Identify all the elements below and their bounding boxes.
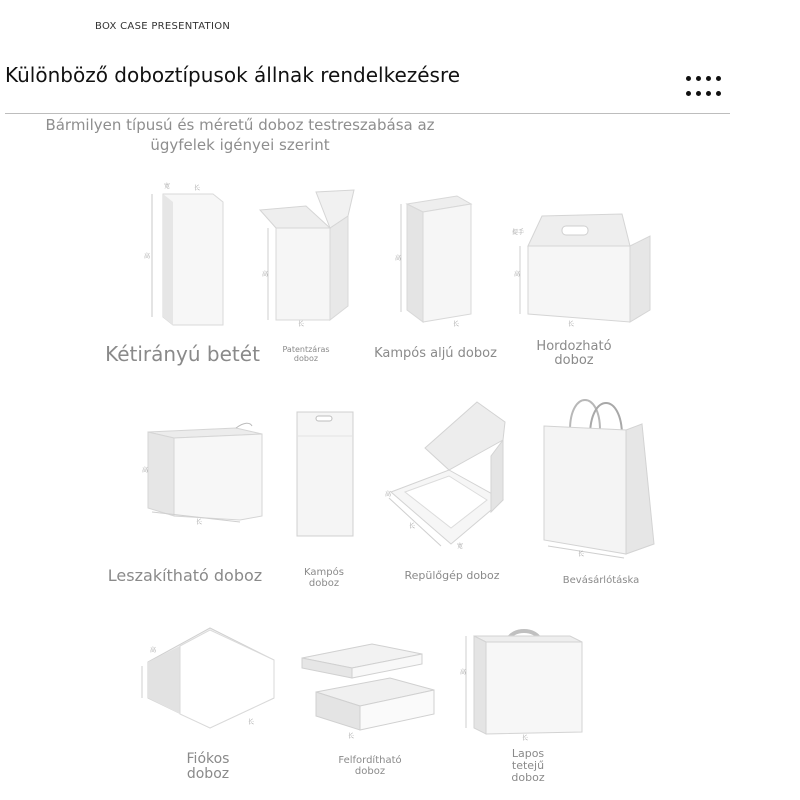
subtitle-line-1: Bármilyen típusú és méretű doboz testreszabása az: [45, 116, 435, 134]
caption-hook: Kampós doboz: [304, 567, 344, 589]
caption-hook-bottom: Kampós aljú doboz: [374, 346, 497, 361]
caption-snap-lock: Patentzáras doboz: [282, 345, 330, 363]
section-label: BOX CASE PRESENTATION: [95, 21, 231, 32]
more-dots-icon[interactable]: [686, 76, 722, 98]
caption-airplane: Repülőgép doboz: [404, 569, 500, 582]
length-mark: 长: [409, 523, 416, 530]
page-title: Különböző doboztípusok állnak rendelkezésre: [5, 63, 461, 87]
box-image-two-way-insert: [138, 180, 228, 330]
height-mark: 高: [514, 271, 521, 278]
subtitle-line-2: ügyfelek igényei szerint: [150, 136, 330, 154]
caption-two-way-insert: Kétirányú betét: [105, 342, 260, 366]
length-mark: 长: [568, 321, 575, 328]
length-mark: 长: [453, 321, 460, 328]
caption-shopping-bag: Bevásárlótáska: [562, 575, 640, 586]
length-mark: 长: [522, 735, 529, 742]
width-mark: 宽: [164, 183, 171, 190]
caption-portable: Hordozható doboz: [536, 339, 612, 369]
box-image-shopping-bag: [538, 390, 660, 558]
caption-flip: Felfordítható doboz: [338, 755, 402, 777]
caption-flat-top: Lapos tetejű doboz: [511, 747, 545, 785]
height-mark: 高: [150, 647, 157, 654]
box-image-flat-top: [460, 624, 596, 742]
length-mark: 长: [578, 551, 585, 558]
page-subtitle: [40, 115, 440, 155]
length-mark: 长: [194, 185, 201, 192]
height-mark: 高: [385, 491, 392, 498]
length-mark: 长: [248, 719, 255, 726]
box-image-airplane: [385, 400, 535, 550]
box-image-snap-lock: [258, 188, 363, 333]
box-image-hook: [293, 408, 359, 540]
box-image-drawer: [140, 622, 280, 734]
handle-mark: 提手: [512, 229, 525, 236]
caption-drawer: Fiókos doboz: [186, 751, 230, 783]
width-mark: 宽: [457, 543, 464, 550]
length-mark: 长: [196, 519, 203, 526]
height-mark: 高: [144, 253, 151, 260]
caption-tear-off: Leszakítható doboz: [107, 566, 263, 585]
length-mark: 长: [348, 733, 355, 740]
height-mark: 高: [262, 271, 269, 278]
length-mark: 长: [298, 321, 305, 328]
box-image-hook-bottom: [395, 190, 475, 330]
box-image-tear-off: [140, 420, 270, 530]
title-divider: [5, 113, 730, 114]
box-image-flip: [298, 640, 438, 740]
height-mark: 高: [142, 467, 149, 474]
height-mark: 高: [460, 669, 467, 676]
height-mark: 高: [395, 255, 402, 262]
box-image-portable: [510, 210, 660, 330]
